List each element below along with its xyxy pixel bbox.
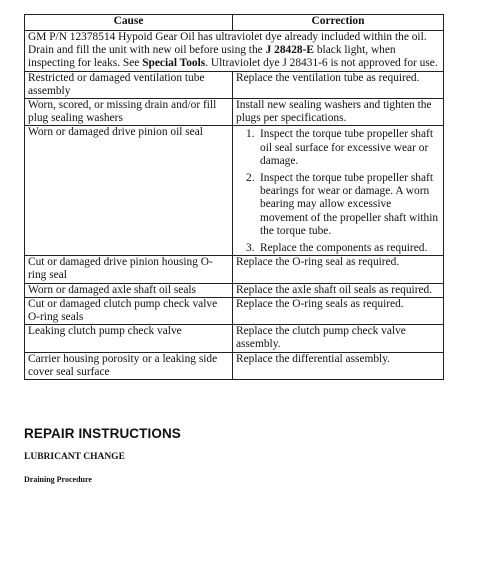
tool-reference: J 28428-E [265,44,314,57]
table-row [25,126,444,256]
subsection-title: LUBRICANT CHANGE [24,452,125,462]
correction-cell [233,126,444,256]
diagnostic-table [24,14,444,380]
cause-cell: Worn, scored, or missing drain and/or fill plug sealing washers [25,99,233,126]
correction-step: Inspect the torque tube propeller shaft bearings for wear or damage. A worn bearing may allow excessive movement of the propeller shaft within the torque tube. [260,172,439,237]
note-cell [25,31,444,72]
correction-column-header: Correction [233,15,444,31]
cause-cell: Cut or damaged clutch pump check valve O-ring seals [25,297,233,324]
table-row [25,256,444,283]
cause-cell: Leaking clutch pump check valve [25,325,233,352]
correction-cell: Install new sealing washers and tighten the plugs per specifications. [233,99,444,126]
cause-cell: Cut or damaged drive pinion housing O-ring seal [25,256,233,283]
cause-column-header: Cause [25,15,233,31]
note-row [25,31,444,72]
note-text-mid: black light, when inspecting for leaks. See [28,44,396,70]
correction-cell: Replace the O-ring seals as required. [233,297,444,324]
cause-cell: Worn or damaged axle shaft oil seals [25,283,233,297]
correction-cell: Replace the axle shaft oil seals as required. [233,283,444,297]
table-header-row [25,15,444,31]
procedure-title: Draining Procedure [24,475,92,484]
table-row [25,352,444,379]
special-tools-reference: Special Tools [142,57,206,70]
note-line-2 [28,44,440,70]
correction-steps-list [236,128,440,255]
correction-cell: Replace the ventilation tube as required. [233,71,444,98]
cause-cell: Restricted or damaged ventilation tube assembly [25,71,233,98]
note-text-pre: Drain and fill the unit with new oil before using the [28,44,266,57]
correction-step: Replace the components as required. [260,242,428,255]
table-row [25,71,444,98]
cause-cell: Carrier housing porosity or a leaking side cover seal surface [25,352,233,379]
correction-step: Inspect the torque tube propeller shaft oil seal surface for excessive wear or damage. [260,128,434,167]
note-line-1: GM P/N 12378514 Hypoid Gear Oil has ultraviolet dye already included within the oil. [28,31,427,43]
correction-cell: Replace the clutch pump check valve assembly. [233,325,444,352]
table-row [25,283,444,297]
correction-cell: Replace the O-ring seal as required. [233,256,444,283]
section-title: REPAIR INSTRUCTIONS [24,426,181,441]
correction-cell: Replace the differential assembly. [233,352,444,379]
note-text-post: . Ultraviolet dye J 28431-6 is not approved for use. [205,57,438,70]
table-row [25,99,444,126]
table-row [25,297,444,324]
cause-cell: Worn or damaged drive pinion oil seal [25,126,233,256]
table-row [25,325,444,352]
